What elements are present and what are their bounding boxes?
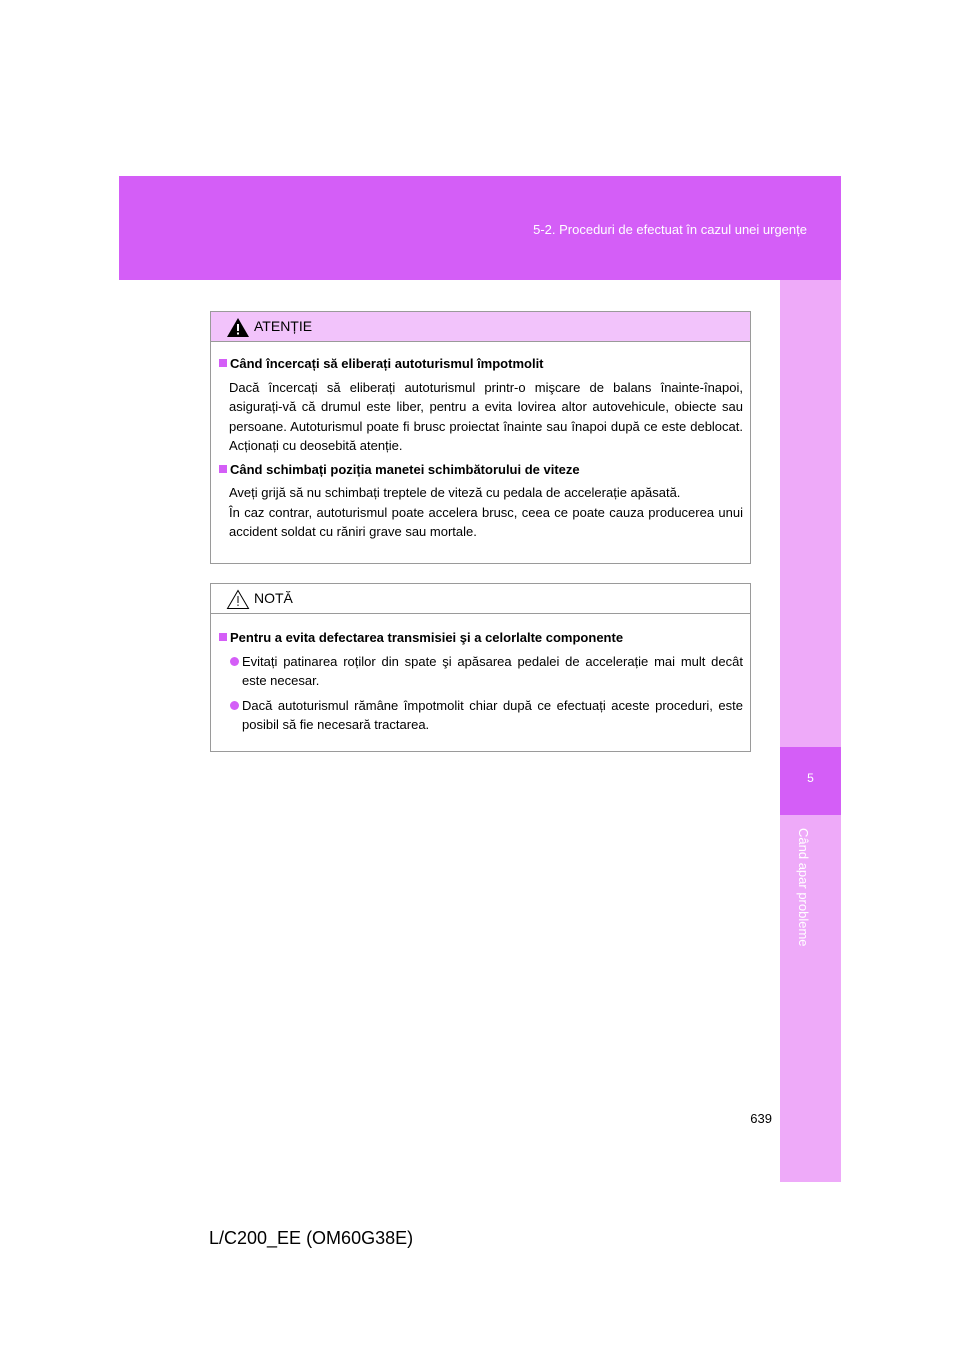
warning-triangle-icon	[226, 317, 250, 338]
warning-heading-1	[219, 354, 743, 374]
square-bullet-icon	[219, 465, 227, 473]
round-bullet-icon	[230, 701, 239, 710]
warning-body	[211, 342, 750, 542]
warning-heading-2-text: Când schimbați poziția manetei schimbătorului de viteze	[230, 461, 580, 477]
note-body	[211, 614, 750, 735]
note-bullet-1-text: Evitați patinarea roților din spate şi apăsarea pedalei de accelerație mai mult decât este necesar.	[242, 653, 743, 688]
chapter-number: 5	[807, 771, 814, 785]
note-bullet-2	[219, 696, 743, 735]
chapter-label-text: Când apar probleme	[796, 828, 811, 947]
document-code: L/C200_EE (OM60G38E)	[209, 1228, 414, 1248]
square-bullet-icon	[219, 633, 227, 641]
page-number: 639	[750, 1111, 772, 1126]
note-header	[211, 584, 750, 614]
note-bullet-1	[219, 652, 743, 691]
note-title: NOTĂ	[254, 590, 293, 606]
warning-box	[210, 311, 751, 564]
header-band	[119, 176, 841, 280]
warning-header	[211, 312, 750, 342]
warning-heading-1-text: Când încercați să eliberați autoturismul împotmolit	[230, 356, 544, 371]
caution-triangle-outline-icon	[226, 589, 250, 610]
warning-title: ATENȚIE	[254, 318, 313, 334]
warning-paragraph-2: Aveți grijă să nu schimbați treptele de viteză cu pedala de accelerație apăsată.	[229, 485, 681, 500]
note-heading	[219, 628, 743, 648]
warning-paragraph-3: În caz contrar, autoturismul poate accelera brusc, ceea ce poate cauza producerea unui accident soldat cu răniri grave sau mortale.	[229, 504, 743, 539]
square-bullet-icon	[219, 359, 227, 367]
section-title: 5-2. Proceduri de efectuat în cazul unei urgențe	[533, 222, 807, 237]
note-box	[210, 583, 751, 752]
warning-heading-2	[219, 460, 743, 480]
round-bullet-icon	[230, 657, 239, 666]
chapter-label	[796, 828, 822, 1028]
warning-paragraph-1: Dacă încercați să eliberați autoturismul printr-o mişcare de balans înainte-înapoi, asigurați-vă că drumul este liber, pentru a evita lovirea altor autovehicule, obiecte sau persoane. Autoturismul poate fi brusc proiectat înainte sau înapoi după ce este deblocat. Acționați cu deosebită atenție.	[229, 379, 743, 453]
side-strip	[780, 280, 841, 1182]
note-bullet-2-text: Dacă autoturismul rămâne împotmolit chiar după ce efectuați aceste proceduri, este posibil să fie necesară tractarea.	[242, 697, 743, 732]
note-heading-text: Pentru a evita defectarea transmisiei şi a celorlalte componente	[230, 630, 624, 645]
chapter-tab[interactable]	[780, 747, 841, 815]
